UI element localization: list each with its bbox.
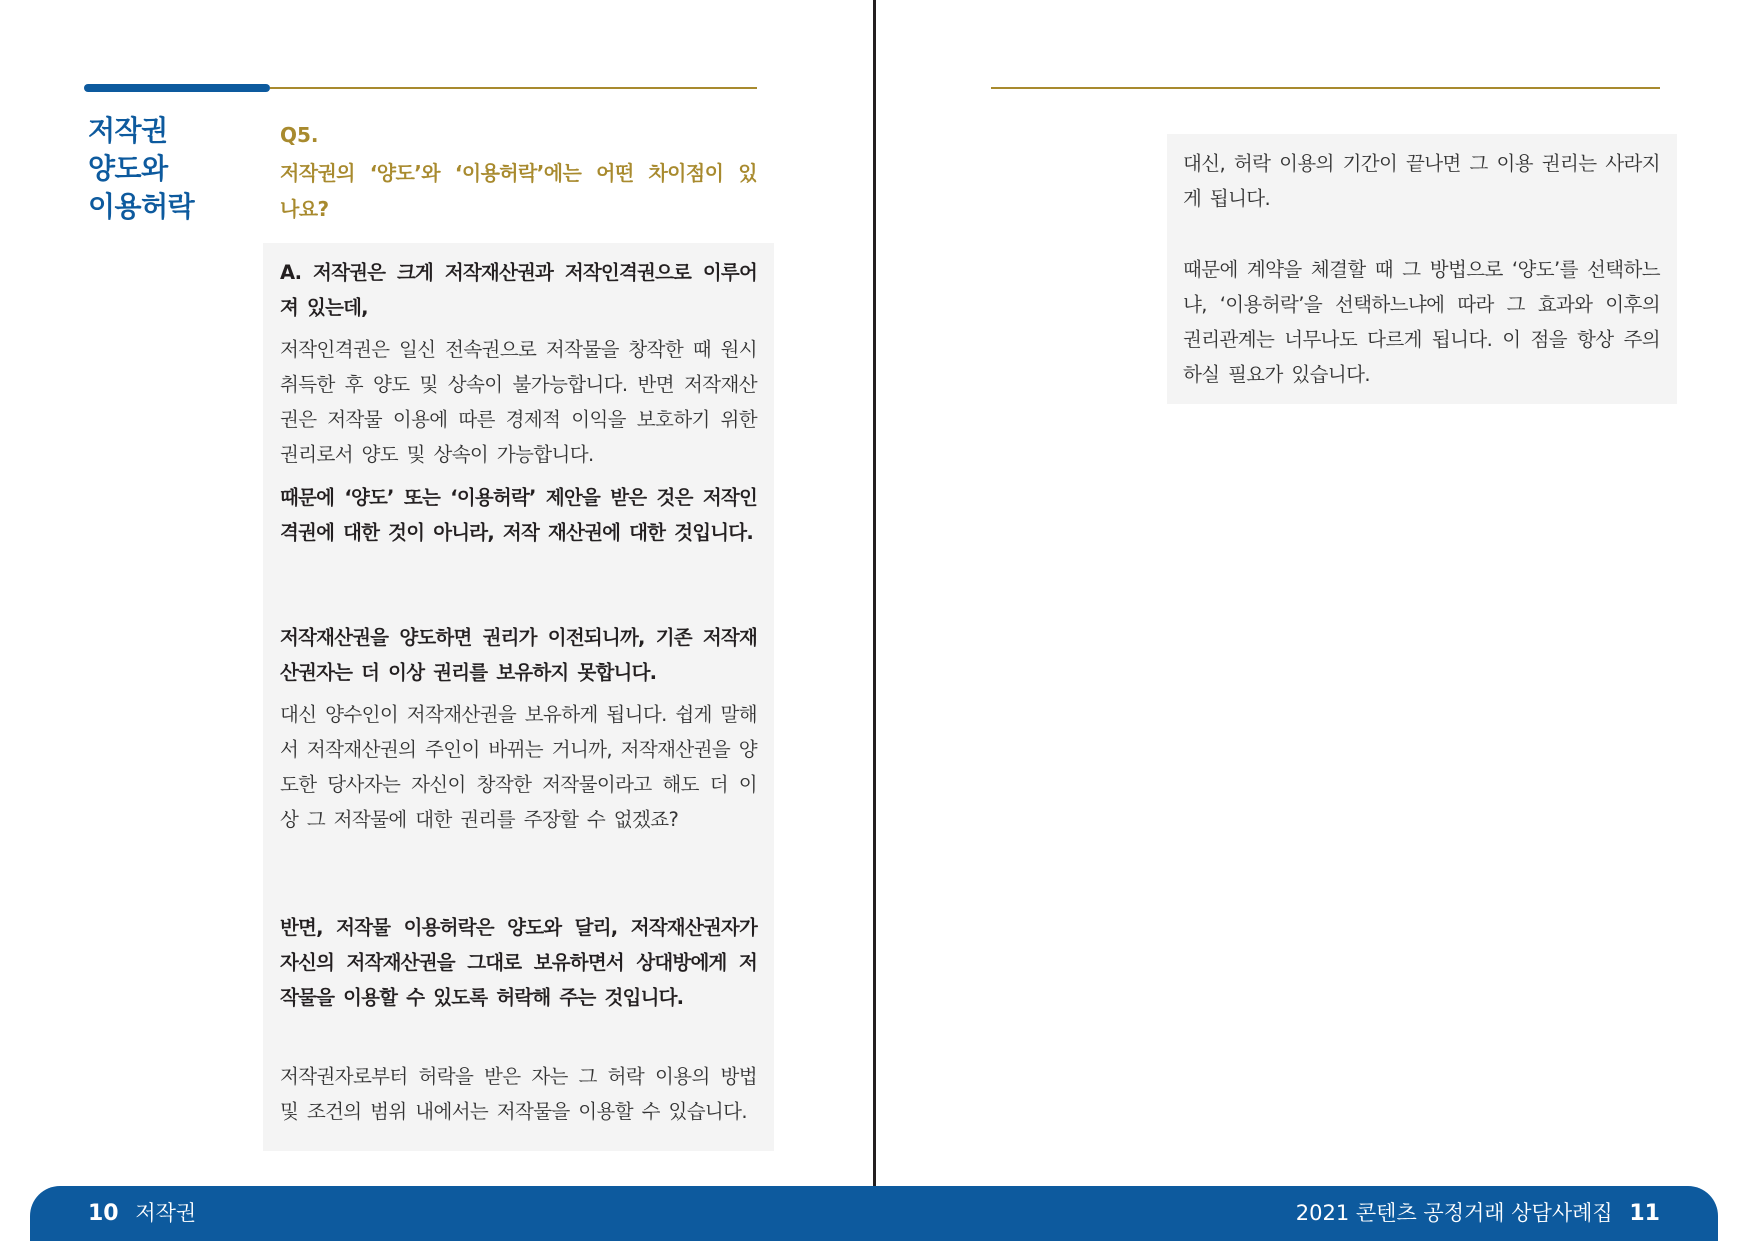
answer-paragraph-3: 때문에 ‘양도’ 또는 ‘이용허락’ 제안을 받은 것은 저작인격권에 대한 것이 아니라, 저작 재산권에 대한 것입니다. xyxy=(280,486,757,544)
answer-paragraph-2: 저작인격권은 일신 전속권으로 저작물을 창작한 때 원시취득한 후 양도 및 상속이 불가능합니다. 반면 저작재산권은 저작물 이용에 따른 경제적 이익을 보호하기 위한 권리로서 양도 및 상속이 가능합니다. xyxy=(280,338,757,466)
left-footer-label: 저작권 xyxy=(135,1201,197,1225)
left-page-number: 10 xyxy=(88,1201,119,1226)
right-footer xyxy=(1296,1198,1660,1229)
left-footer xyxy=(88,1198,196,1229)
right-footer-label: 2021 콘텐츠 공정거래 상담사례집 xyxy=(1295,1201,1613,1225)
left-top-rule xyxy=(270,87,757,89)
question-label: Q5. xyxy=(280,123,319,147)
answer-paragraph-4: 저작재산권을 양도하면 권리가 이전되니까, 기존 저작재산권자는 더 이상 권리를 보유하지 못합니다. xyxy=(280,626,757,684)
page-spread-divider xyxy=(873,0,876,1241)
right-top-rule xyxy=(991,87,1660,89)
right-page-number: 11 xyxy=(1629,1201,1660,1226)
left-top-accent-bar xyxy=(84,84,270,92)
answer-paragraph-6: 반면, 저작물 이용허락은 양도와 달리, 저작재산권자가 자신의 저작재산권을 그대로 보유하면서 상대방에게 저작물을 이용할 수 있도록 허락해 주는 것입니다. xyxy=(280,916,757,1009)
answer-paragraph-1: A. 저작권은 크게 저작재산권과 저작인격권으로 이루어져 있는데, xyxy=(280,261,757,319)
continued-paragraph-2: 때문에 계약을 체결할 때 그 방법으로 ‘양도’를 선택하느냐, ‘이용허락’을 선택하느냐에 따라 그 효과와 이후의 권리관계는 너무나도 다르게 됩니다. 이 점을 항상 주의하실 필요가 있습니다. xyxy=(1183,258,1660,386)
question-text: 저작권의 ‘양도’와 ‘이용허락’에는 어떤 차이점이 있나요? xyxy=(280,161,757,221)
section-title-line-3: 이용허락 xyxy=(88,190,195,223)
answer-paragraph-5: 대신 양수인이 저작재산권을 보유하게 됩니다. 쉽게 말해서 저작재산권의 주인이 바뀌는 거니까, 저작재산권을 양도한 당사자는 자신이 창작한 저작물이라고 해도 더 이상 그 저작물에 대한 권리를 주장할 수 없겠죠? xyxy=(280,703,757,831)
section-title-line-2: 양도와 xyxy=(88,152,168,185)
section-title xyxy=(88,112,268,226)
continued-paragraph-1: 대신, 허락 이용의 기간이 끝나면 그 이용 권리는 사라지게 됩니다. xyxy=(1183,152,1660,210)
answer-paragraph-7: 저작권자로부터 허락을 받은 자는 그 허락 이용의 방법 및 조건의 범위 내에서는 저작물을 이용할 수 있습니다. xyxy=(280,1065,757,1123)
section-title-line-1: 저작권 xyxy=(88,114,168,147)
